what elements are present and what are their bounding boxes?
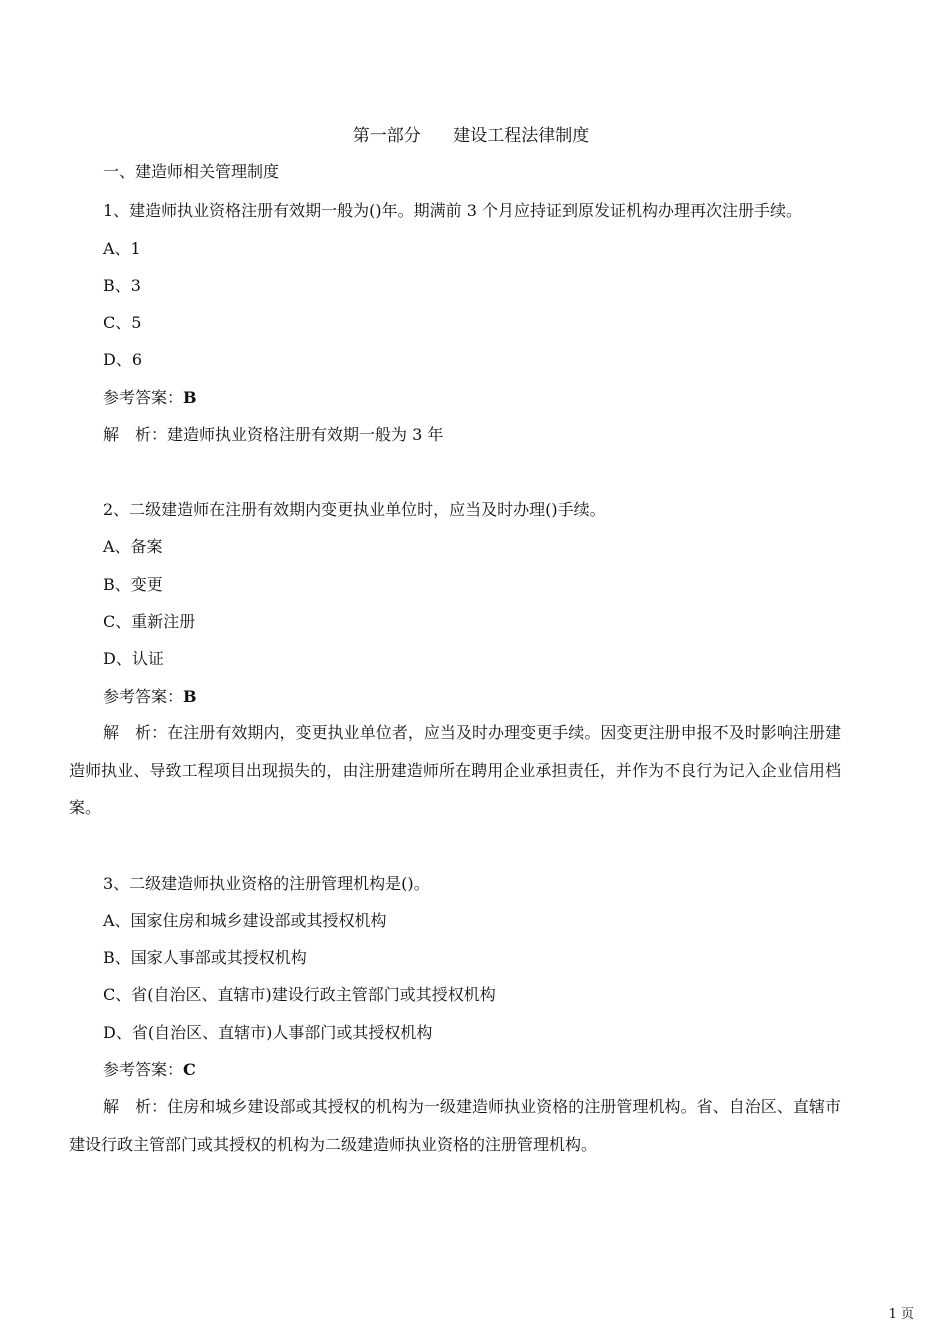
- question-2-answer: [103, 685, 197, 709]
- answer-value: B: [183, 687, 197, 706]
- answer-value: B: [183, 388, 197, 407]
- question-1-option-a: A、1: [103, 239, 141, 258]
- question-2-option-c: C、重新注册: [103, 612, 196, 631]
- question-3-option-d: D、省(自治区、直辖市)人事部门或其授权机构: [103, 1023, 433, 1042]
- question-1-answer: [103, 386, 197, 410]
- question-2-option-b: B、变更: [103, 575, 163, 594]
- answer-label: 参考答案：: [103, 687, 184, 706]
- question-1-option-c: C、5: [103, 313, 142, 332]
- question-2-option-d: D、认证: [103, 649, 164, 668]
- document-title: 第一部分 建设工程法律制度: [352, 126, 590, 146]
- question-2-stem: 2、二级建造师在注册有效期内变更执业单位时，应当及时办理()手续。: [103, 500, 606, 519]
- answer-value: C: [183, 1060, 196, 1079]
- question-3-option-a: A、国家住房和城乡建设部或其授权机构: [103, 911, 387, 930]
- question-1-stem: 1、建造师执业资格注册有效期一般为()年。期满前 3 个月应持证到原发证机构办理再次注册手续。: [103, 201, 803, 220]
- question-3-analysis: 解 析：住房和城乡建设部或其授权的机构为一级建造师执业资格的注册管理机构。省、自治区、直辖市建设行政主管部门或其授权的机构为二级建造师执业资格的注册管理机构。: [69, 1097, 841, 1154]
- question-2-analysis: 解 析：在注册有效期内，变更执业单位者，应当及时办理变更手续。因变更注册申报不及时影响注册建造师执业、导致工程项目出现损失的，由注册建造师所在聘用企业承担责任，并作为不良行为记入企业信用档案。: [69, 723, 841, 817]
- section-heading: 一、建造师相关管理制度: [103, 162, 280, 181]
- answer-label: 参考答案：: [103, 388, 184, 407]
- question-1-option-d: D、6: [103, 350, 143, 369]
- question-1-option-b: B、3: [103, 276, 141, 295]
- answer-label: 参考答案：: [103, 1060, 184, 1079]
- question-3-answer: [103, 1058, 196, 1082]
- question-2-option-a: A、备案: [103, 537, 163, 556]
- question-1-analysis: 解 析：建造师执业资格注册有效期一般为 3 年: [103, 425, 444, 444]
- page-number: 1 页: [888, 1307, 914, 1322]
- question-3-stem: 3、二级建造师执业资格的注册管理机构是()。: [103, 874, 430, 893]
- question-3-option-b: B、国家人事部或其授权机构: [103, 948, 307, 967]
- question-3-option-c: C、省(自治区、直辖市)建设行政主管部门或其授权机构: [103, 985, 496, 1004]
